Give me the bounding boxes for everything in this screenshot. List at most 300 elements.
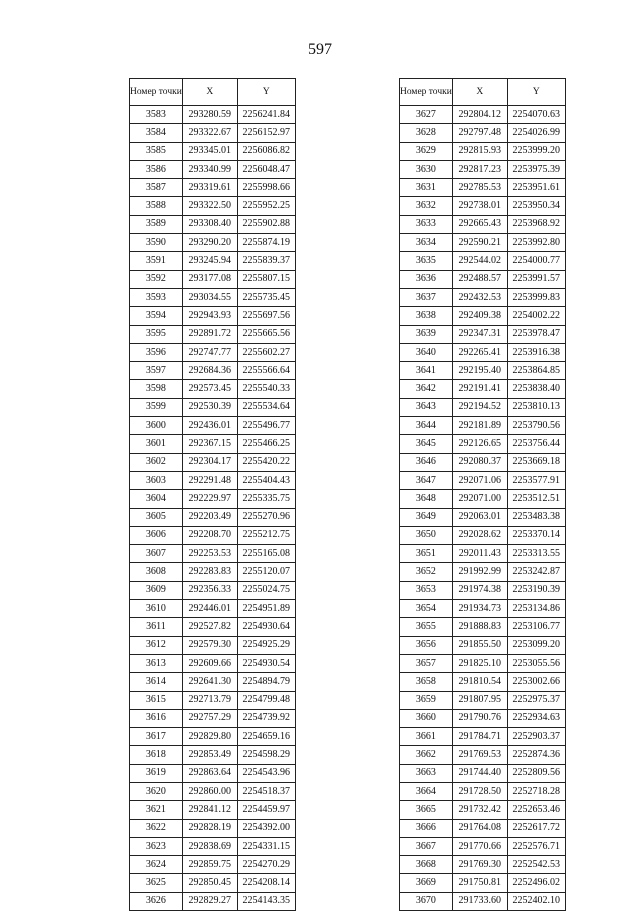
x-coordinate-cell: 292804.12: [452, 106, 507, 124]
point-number-cell: 3634: [400, 234, 453, 252]
x-coordinate-cell: 292797.48: [452, 124, 507, 142]
y-coordinate-cell: 2253810.13: [507, 398, 565, 416]
x-coordinate-cell: 293308.40: [182, 215, 237, 233]
point-number-cell: 3656: [400, 636, 453, 654]
y-coordinate-cell: 2253999.20: [507, 142, 565, 160]
point-number-cell: 3586: [130, 160, 183, 178]
x-coordinate-cell: 292665.43: [452, 215, 507, 233]
point-number-cell: 3647: [400, 471, 453, 489]
y-coordinate-cell: 2255602.27: [237, 343, 295, 361]
table-row: [400, 782, 566, 800]
y-coordinate-cell: 2253483.38: [507, 508, 565, 526]
y-coordinate-cell: 2254925.29: [237, 636, 295, 654]
x-coordinate-cell: 292195.40: [452, 362, 507, 380]
point-number-cell: 3588: [130, 197, 183, 215]
x-coordinate-cell: 292253.53: [182, 545, 237, 563]
x-coordinate-cell: 292841.12: [182, 801, 237, 819]
x-coordinate-cell: 292347.31: [452, 325, 507, 343]
x-coordinate-cell: 292527.82: [182, 618, 237, 636]
point-number-cell: 3617: [130, 728, 183, 746]
table-row: [130, 417, 296, 435]
y-coordinate-cell: 2255165.08: [237, 545, 295, 563]
table-row: [400, 892, 566, 910]
point-number-cell: 3628: [400, 124, 453, 142]
point-number-cell: 3640: [400, 343, 453, 361]
y-coordinate-cell: 2252975.37: [507, 691, 565, 709]
y-coordinate-cell: 2254270.29: [237, 856, 295, 874]
point-number-cell: 3631: [400, 179, 453, 197]
table-row: [400, 819, 566, 837]
x-coordinate-cell: 293345.01: [182, 142, 237, 160]
y-coordinate-cell: 2253134.86: [507, 600, 565, 618]
y-coordinate-cell: 2255665.56: [237, 325, 295, 343]
y-coordinate-cell: 2255540.33: [237, 380, 295, 398]
point-number-cell: 3612: [130, 636, 183, 654]
x-coordinate-cell: 293340.99: [182, 160, 237, 178]
x-coordinate-cell: 292838.69: [182, 837, 237, 855]
table-row: [130, 801, 296, 819]
table-row: [400, 636, 566, 654]
y-coordinate-cell: 2255420.22: [237, 453, 295, 471]
y-coordinate-cell: 2254002.22: [507, 307, 565, 325]
table-row: [400, 325, 566, 343]
table-row: [130, 490, 296, 508]
point-number-cell: 3592: [130, 270, 183, 288]
x-coordinate-cell: 291807.95: [452, 691, 507, 709]
table-row: [130, 380, 296, 398]
table-row: [130, 435, 296, 453]
table-row: [400, 179, 566, 197]
x-coordinate-cell: 292432.53: [452, 288, 507, 306]
table-row: [130, 545, 296, 563]
point-number-cell: 3587: [130, 179, 183, 197]
x-coordinate-cell: 293322.67: [182, 124, 237, 142]
y-coordinate-cell: 2255697.56: [237, 307, 295, 325]
x-coordinate-cell: 293319.61: [182, 179, 237, 197]
table-row: [400, 270, 566, 288]
table-row: [400, 545, 566, 563]
x-coordinate-cell: 292488.57: [452, 270, 507, 288]
x-header: X: [452, 79, 507, 106]
table-row: [130, 343, 296, 361]
x-coordinate-cell: 292850.45: [182, 874, 237, 892]
x-coordinate-cell: 291770.66: [452, 837, 507, 855]
x-coordinate-cell: 292609.66: [182, 654, 237, 672]
y-coordinate-cell: 2255735.45: [237, 288, 295, 306]
table-row: [130, 398, 296, 416]
x-coordinate-cell: 291992.99: [452, 563, 507, 581]
x-coordinate-cell: 292208.70: [182, 526, 237, 544]
point-number-cell: 3646: [400, 453, 453, 471]
y-coordinate-cell: 2253190.39: [507, 581, 565, 599]
table-row: [400, 837, 566, 855]
y-coordinate-cell: 2254598.29: [237, 746, 295, 764]
point-number-cell: 3625: [130, 874, 183, 892]
table-row: [130, 636, 296, 654]
point-number-cell: 3643: [400, 398, 453, 416]
x-coordinate-cell: 291764.08: [452, 819, 507, 837]
table-row: [130, 197, 296, 215]
y-coordinate-cell: 2253756.44: [507, 435, 565, 453]
y-coordinate-cell: 2254951.89: [237, 600, 295, 618]
y-coordinate-cell: 2255120.07: [237, 563, 295, 581]
y-coordinate-cell: 2253838.40: [507, 380, 565, 398]
table-row: [130, 252, 296, 270]
x-coordinate-cell: 292356.33: [182, 581, 237, 599]
x-coordinate-cell: 291733.60: [452, 892, 507, 910]
x-coordinate-cell: 292436.01: [182, 417, 237, 435]
point-number-cell: 3627: [400, 106, 453, 124]
x-coordinate-cell: 292071.00: [452, 490, 507, 508]
x-coordinate-cell: 291769.53: [452, 746, 507, 764]
point-number-cell: 3596: [130, 343, 183, 361]
x-coordinate-cell: 291810.54: [452, 673, 507, 691]
table-row: [400, 673, 566, 691]
table-row: [400, 106, 566, 124]
y-coordinate-cell: 2253999.83: [507, 288, 565, 306]
y-coordinate-cell: 2254459.97: [237, 801, 295, 819]
table-row: [130, 874, 296, 892]
table-row: [400, 307, 566, 325]
x-coordinate-cell: 292817.23: [452, 160, 507, 178]
table-row: [400, 764, 566, 782]
point-number-cell: 3583: [130, 106, 183, 124]
point-number-cell: 3598: [130, 380, 183, 398]
y-coordinate-cell: 2253916.38: [507, 343, 565, 361]
table-row: [400, 197, 566, 215]
point-number-cell: 3630: [400, 160, 453, 178]
point-number-cell: 3655: [400, 618, 453, 636]
point-number-cell: 3590: [130, 234, 183, 252]
x-coordinate-cell: 292080.37: [452, 453, 507, 471]
y-coordinate-cell: 2252874.36: [507, 746, 565, 764]
table-body-left: [130, 106, 296, 911]
y-coordinate-cell: 2253313.55: [507, 545, 565, 563]
y-coordinate-cell: 2254070.63: [507, 106, 565, 124]
y-coordinate-cell: 2255024.75: [237, 581, 295, 599]
y-coordinate-cell: 2253991.57: [507, 270, 565, 288]
x-coordinate-cell: 291825.10: [452, 654, 507, 672]
y-coordinate-cell: 2252542.53: [507, 856, 565, 874]
x-coordinate-cell: 292573.45: [182, 380, 237, 398]
y-coordinate-cell: 2254739.92: [237, 709, 295, 727]
point-number-cell: 3639: [400, 325, 453, 343]
point-number-cell: 3603: [130, 471, 183, 489]
x-coordinate-cell: 292590.21: [452, 234, 507, 252]
y-coordinate-cell: 2253992.80: [507, 234, 565, 252]
table-row: [130, 892, 296, 910]
point-number-cell: 3599: [130, 398, 183, 416]
y-coordinate-cell: 2254143.35: [237, 892, 295, 910]
y-coordinate-cell: 2254026.99: [507, 124, 565, 142]
y-coordinate-cell: 2252496.02: [507, 874, 565, 892]
x-coordinate-cell: 292181.89: [452, 417, 507, 435]
table-row: [130, 563, 296, 581]
y-coordinate-cell: 2252934.63: [507, 709, 565, 727]
x-coordinate-cell: 291750.81: [452, 874, 507, 892]
y-coordinate-cell: 2255335.75: [237, 490, 295, 508]
x-coordinate-cell: 292530.39: [182, 398, 237, 416]
point-number-cell: 3638: [400, 307, 453, 325]
y-coordinate-cell: 2255566.64: [237, 362, 295, 380]
x-coordinate-cell: 292544.02: [452, 252, 507, 270]
y-coordinate-cell: 2252576.71: [507, 837, 565, 855]
point-number-cell: 3653: [400, 581, 453, 599]
coordinates-table-left: [129, 78, 296, 911]
table-row: [400, 654, 566, 672]
table-row: [400, 691, 566, 709]
point-number-cell: 3591: [130, 252, 183, 270]
point-number-cell: 3654: [400, 600, 453, 618]
table-row: [130, 508, 296, 526]
table-body-right: [400, 106, 566, 911]
x-coordinate-cell: 293034.55: [182, 288, 237, 306]
table-row: [130, 325, 296, 343]
y-coordinate-cell: 2253950.34: [507, 197, 565, 215]
point-number-cell: 3645: [400, 435, 453, 453]
x-coordinate-cell: 292265.41: [452, 343, 507, 361]
x-coordinate-cell: 291888.83: [452, 618, 507, 636]
y-coordinate-cell: 2252402.10: [507, 892, 565, 910]
point-number-cell: 3604: [130, 490, 183, 508]
point-number-cell: 3649: [400, 508, 453, 526]
x-coordinate-cell: 292367.15: [182, 435, 237, 453]
x-coordinate-cell: 292863.64: [182, 764, 237, 782]
x-coordinate-cell: 292229.97: [182, 490, 237, 508]
point-number-cell: 3605: [130, 508, 183, 526]
x-coordinate-cell: 292446.01: [182, 600, 237, 618]
y-coordinate-cell: 2253242.87: [507, 563, 565, 581]
y-coordinate-cell: 2256241.84: [237, 106, 295, 124]
table-row: [130, 106, 296, 124]
point-number-cell: 3659: [400, 691, 453, 709]
point-number-cell: 3597: [130, 362, 183, 380]
x-coordinate-cell: 292028.62: [452, 526, 507, 544]
table-row: [400, 380, 566, 398]
table-row: [400, 490, 566, 508]
x-coordinate-cell: 291855.50: [452, 636, 507, 654]
point-number-cell: 3618: [130, 746, 183, 764]
point-number-cell: 3662: [400, 746, 453, 764]
point-number-cell: 3629: [400, 142, 453, 160]
point-number-cell: 3663: [400, 764, 453, 782]
table-row: [400, 435, 566, 453]
x-coordinate-cell: 292011.43: [452, 545, 507, 563]
y-coordinate-cell: 2254543.96: [237, 764, 295, 782]
point-number-cell: 3600: [130, 417, 183, 435]
point-number-cell: 3648: [400, 490, 453, 508]
table-row: [400, 600, 566, 618]
point-number-cell: 3609: [130, 581, 183, 599]
x-coordinate-cell: 292194.52: [452, 398, 507, 416]
y-coordinate-cell: 2253951.61: [507, 179, 565, 197]
table-row: [400, 160, 566, 178]
y-header: Y: [237, 79, 295, 106]
table-row: [130, 837, 296, 855]
point-number-cell: 3652: [400, 563, 453, 581]
x-coordinate-cell: 291744.40: [452, 764, 507, 782]
x-coordinate-cell: 293322.50: [182, 197, 237, 215]
point-number-cell: 3584: [130, 124, 183, 142]
table-header-row: [130, 79, 296, 106]
y-coordinate-cell: 2253370.14: [507, 526, 565, 544]
table-row: [130, 526, 296, 544]
point-number-cell: 3593: [130, 288, 183, 306]
table-row: [400, 563, 566, 581]
point-number-cell: 3610: [130, 600, 183, 618]
table-row: [400, 362, 566, 380]
table-row: [400, 526, 566, 544]
table-row: [130, 307, 296, 325]
y-coordinate-cell: 2252903.37: [507, 728, 565, 746]
table-row: [400, 215, 566, 233]
y-coordinate-cell: 2255874.19: [237, 234, 295, 252]
point-number-cell: 3594: [130, 307, 183, 325]
table-row: [130, 215, 296, 233]
point-number-cell: 3637: [400, 288, 453, 306]
y-coordinate-cell: 2255902.88: [237, 215, 295, 233]
table-row: [400, 874, 566, 892]
x-coordinate-cell: 292738.01: [452, 197, 507, 215]
x-coordinate-cell: 292747.77: [182, 343, 237, 361]
x-coordinate-cell: 292126.65: [452, 435, 507, 453]
table-row: [130, 856, 296, 874]
x-coordinate-cell: 292859.75: [182, 856, 237, 874]
y-coordinate-cell: 2255270.96: [237, 508, 295, 526]
table-row: [130, 234, 296, 252]
y-coordinate-cell: 2254518.37: [237, 782, 295, 800]
table-row: [400, 728, 566, 746]
x-coordinate-cell: 291974.38: [452, 581, 507, 599]
point-number-cell: 3589: [130, 215, 183, 233]
point-number-cell: 3585: [130, 142, 183, 160]
table-row: [130, 160, 296, 178]
x-coordinate-cell: 292304.17: [182, 453, 237, 471]
point-number-cell: 3623: [130, 837, 183, 855]
x-coordinate-cell: 293177.08: [182, 270, 237, 288]
x-coordinate-cell: 292785.53: [452, 179, 507, 197]
x-coordinate-cell: 292203.49: [182, 508, 237, 526]
x-coordinate-cell: 291732.42: [452, 801, 507, 819]
y-coordinate-cell: 2255534.64: [237, 398, 295, 416]
point-number-cell: 3668: [400, 856, 453, 874]
point-number-cell: 3615: [130, 691, 183, 709]
x-coordinate-cell: 291784.71: [452, 728, 507, 746]
table-header-row: [400, 79, 566, 106]
table-row: [400, 618, 566, 636]
table-row: [400, 252, 566, 270]
table-row: [130, 673, 296, 691]
point-number-cell: 3642: [400, 380, 453, 398]
point-number-cell: 3608: [130, 563, 183, 581]
table-row: [130, 654, 296, 672]
point-number-cell: 3667: [400, 837, 453, 855]
point-number-cell: 3670: [400, 892, 453, 910]
table-row: [130, 288, 296, 306]
table-row: [130, 600, 296, 618]
table-row: [400, 124, 566, 142]
table-row: [130, 728, 296, 746]
x-coordinate-cell: 292283.83: [182, 563, 237, 581]
point-number-cell: 3666: [400, 819, 453, 837]
point-number-cell: 3635: [400, 252, 453, 270]
y-coordinate-cell: 2255839.37: [237, 252, 295, 270]
x-coordinate-cell: 292713.79: [182, 691, 237, 709]
point-number-cell: 3641: [400, 362, 453, 380]
table-row: [400, 343, 566, 361]
y-coordinate-cell: 2253864.85: [507, 362, 565, 380]
table-row: [400, 453, 566, 471]
table-row: [130, 709, 296, 727]
table-row: [130, 581, 296, 599]
point-number-cell: 3657: [400, 654, 453, 672]
table-row: [130, 691, 296, 709]
y-coordinate-cell: 2252653.46: [507, 801, 565, 819]
table-row: [130, 819, 296, 837]
point-number-header: Номер точки: [130, 79, 183, 106]
y-coordinate-cell: 2253978.47: [507, 325, 565, 343]
x-coordinate-cell: 292579.30: [182, 636, 237, 654]
y-coordinate-cell: 2255212.75: [237, 526, 295, 544]
y-coordinate-cell: 2255466.25: [237, 435, 295, 453]
table-row: [400, 856, 566, 874]
y-coordinate-cell: 2254000.77: [507, 252, 565, 270]
table-row: [400, 417, 566, 435]
x-coordinate-cell: 292684.36: [182, 362, 237, 380]
y-coordinate-cell: 2254208.14: [237, 874, 295, 892]
table-row: [400, 398, 566, 416]
y-coordinate-cell: 2255998.66: [237, 179, 295, 197]
table-row: [130, 782, 296, 800]
table-row: [400, 234, 566, 252]
table-row: [400, 709, 566, 727]
y-coordinate-cell: 2253099.20: [507, 636, 565, 654]
x-coordinate-cell: 291790.76: [452, 709, 507, 727]
point-number-cell: 3636: [400, 270, 453, 288]
coordinates-table-right: [399, 78, 566, 911]
x-coordinate-cell: 293245.94: [182, 252, 237, 270]
table-row: [400, 288, 566, 306]
y-coordinate-cell: 2254930.54: [237, 654, 295, 672]
point-number-cell: 3626: [130, 892, 183, 910]
x-coordinate-cell: 292828.19: [182, 819, 237, 837]
table-row: [130, 124, 296, 142]
point-number-cell: 3644: [400, 417, 453, 435]
point-number-header: Номер точки: [400, 79, 453, 106]
y-coordinate-cell: 2252809.56: [507, 764, 565, 782]
table-row: [130, 746, 296, 764]
y-coordinate-cell: 2253577.91: [507, 471, 565, 489]
x-coordinate-cell: 292757.29: [182, 709, 237, 727]
table-row: [130, 471, 296, 489]
point-number-cell: 3601: [130, 435, 183, 453]
point-number-cell: 3614: [130, 673, 183, 691]
point-number-cell: 3595: [130, 325, 183, 343]
y-coordinate-cell: 2253975.39: [507, 160, 565, 178]
point-number-cell: 3624: [130, 856, 183, 874]
point-number-cell: 3669: [400, 874, 453, 892]
x-coordinate-cell: 292829.27: [182, 892, 237, 910]
y-coordinate-cell: 2255807.15: [237, 270, 295, 288]
table-row: [400, 471, 566, 489]
table-row: [130, 618, 296, 636]
point-number-cell: 3613: [130, 654, 183, 672]
x-coordinate-cell: 292291.48: [182, 471, 237, 489]
point-number-cell: 3651: [400, 545, 453, 563]
x-coordinate-cell: 292641.30: [182, 673, 237, 691]
table-row: [130, 142, 296, 160]
point-number-cell: 3632: [400, 197, 453, 215]
